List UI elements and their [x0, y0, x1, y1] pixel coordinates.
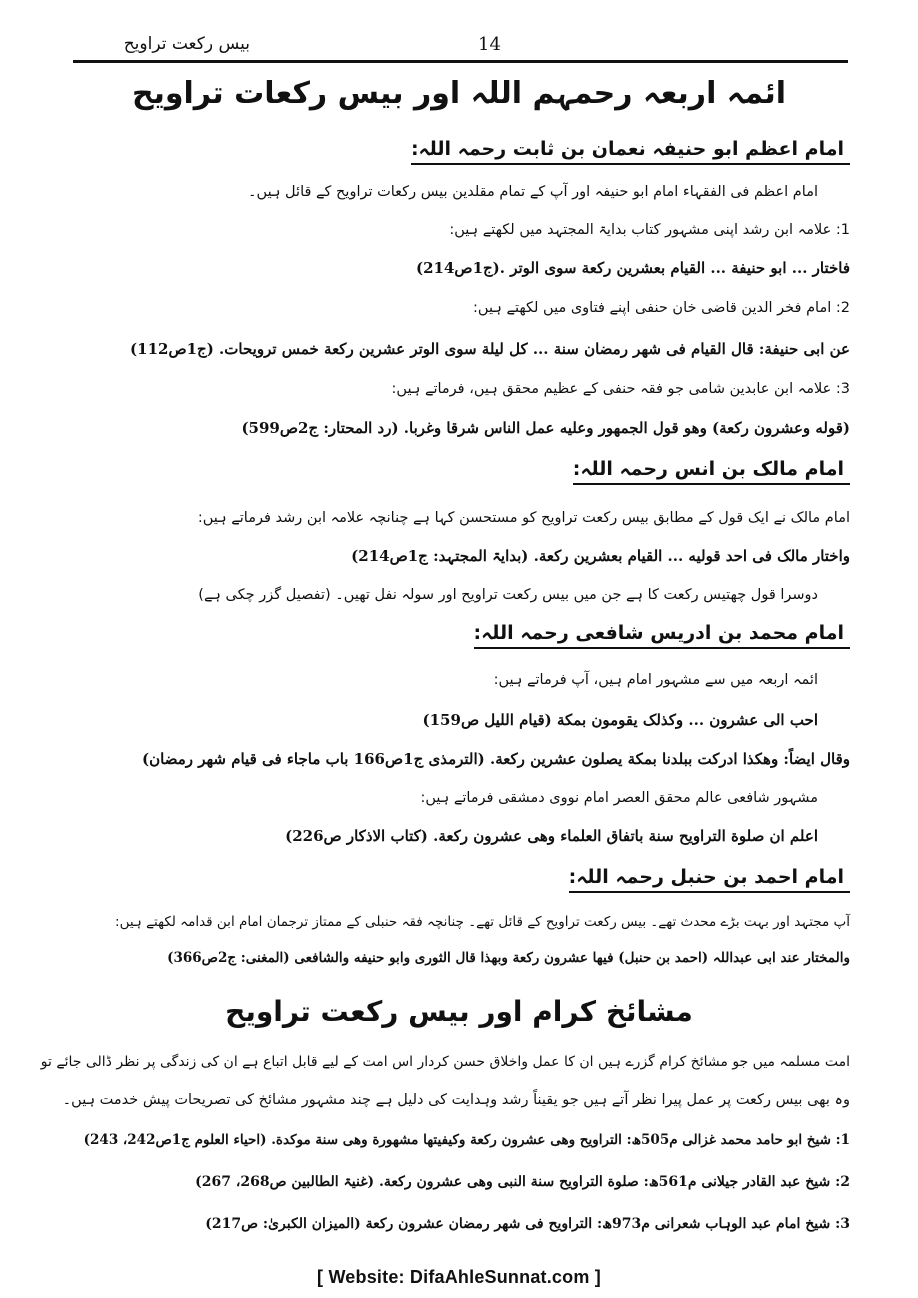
heading-abu-hanifa: امام اعظم ابو حنیفہ نعمان بن ثابت رحمہ اللہ:	[411, 138, 850, 165]
abu-hanifa-quote-1: فاختار ... ابو حنیفة ... القیام بعشرین رکعة سوی الوتر .(ج1ص214)	[416, 259, 850, 277]
mashaikh-intro-1: امت مسلمہ میں جو مشائخ کرام گزرے ہیں ان کا عمل واخلاق حسن کردار اس امت کے لیے قابل اتباع ہے ان کی زندگی پر نظر ڈالی جائے تو	[40, 1054, 850, 1070]
abu-hanifa-quote-3: (قوله وعشرون رکعة) وھو قول الجمھور وعلیه عمل الناس شرقا وغربا. (رد المحتار: ج2ص599)	[241, 419, 850, 437]
abu-hanifa-intro: امام اعظم فی الفقہاء امام ابو حنیفہ اور آپ کے تمام مقلدین بیس رکعات تراویح کے قائل ہیں۔	[248, 184, 818, 200]
heading-shafii: امام محمد بن ادریس شافعی رحمہ اللہ:	[474, 622, 850, 649]
page-title: ائمہ اربعہ رحمہم اللہ اور بیس رکعات تراویح	[131, 76, 787, 111]
shafii-quote-1: احب الی عشرون ... وکذلک یقومون بمکة (قیام اللیل ص159)	[422, 711, 818, 729]
shafii-intro-2: مشہور شافعی عالم محقق العصر امام نووی دمشقی فرماتے ہیں:	[420, 790, 818, 806]
heading-ahmad: امام احمد بن حنبل رحمہ اللہ:	[569, 866, 850, 893]
malik-quote: واختار مالک فی احد قولیه ... القیام بعشرین رکعة. (بدایۃ المجتہد: ج1ص214)	[351, 547, 850, 565]
abu-hanifa-quote-2: عن ابی حنیفة: قال القیام فی شھر رمضان سنة ... کل لیلة سوی الوتر عشرین رکعة خمس ترویحات. (ج1ص112)	[130, 340, 850, 358]
malik-note: دوسرا قول چھتیس رکعت کا ہے جن میں بیس رکعت تراویح اور سولہ نفل تھیں۔ (تفصیل گزر چکی ہے)	[198, 587, 818, 603]
website-footer: [ Website: DifaAhleSunnat.com ]	[317, 1267, 601, 1287]
malik-intro: امام مالک نے ایک قول کے مطابق بیس رکعت تراویح کو مستحسن کہا ہے چنانچہ علامہ ابن رشد فرماتے ہیں:	[197, 510, 850, 526]
heading-malik: امام مالک بن انس رحمہ اللہ:	[573, 458, 850, 485]
header-rule	[73, 60, 848, 63]
mashaikh-item-3: 3: شیخ امام عبد الوہاب شعرانی م973ھ: التراویح فی شھر رمضان عشرون رکعة (المیزان الکبریٰ: ص217)	[205, 1216, 850, 1232]
ahmad-quote: والمختار عند ابی عبداللہ (احمد بن حنبل) فیھا عشرون رکعة وبھذا قال الثوری وابو حنیفه والشافعی (المغنی: ج2ص366)	[167, 950, 850, 966]
abu-hanifa-item-1: 1: علامہ ابن رشد اپنی مشہور کتاب بدایۃ المجتہد میں لکھتے ہیں:	[449, 222, 850, 238]
abu-hanifa-item-2: 2: امام فخر الدین قاضی خان حنفی اپنے فتاوی میں لکھتے ہیں:	[473, 300, 850, 316]
shafii-quote-3: اعلم ان صلوة التراویح سنة باتفاق العلماء وھی عشرون رکعة. (کتاب الاذکار ص226)	[285, 827, 818, 845]
section-title-mashaikh: مشائخ کرام اور بیس رکعت تراویح	[225, 995, 693, 1028]
mashaikh-intro-2: وہ بھی بیس رکعت پر عمل پیرا نظر آتے ہیں جو یقیناً رشد وہدایت کی دلیل ہے چند مشہور مشائخ کی تصریحات پیش خدمت ہیں۔	[62, 1092, 850, 1108]
abu-hanifa-item-3: 3: علامہ ابن عابدین شامی جو فقہ حنفی کے عظیم محقق ہیں، فرماتے ہیں:	[391, 381, 850, 397]
shafii-quote-2: وقال ایضاً: وھکذا ادرکت ببلدنا بمکة یصلون عشرین رکعة. (الترمذی ج1ص166 باب ماجاء فی قیام شھر رمضان)	[142, 750, 850, 768]
mashaikh-item-2: 2: شیخ عبد القادر جیلانی م561ھ: صلوة التراویح سنة النبی وھی عشرون رکعة. (غنیۃ الطالبین ص268، 267)	[195, 1174, 850, 1190]
mashaikh-item-1: 1: شیخ ابو حامد محمد غزالی م505ھ: التراویح وھی عشرون رکعة وکیفیتھا مشھورة وھی سنة موکدة. (احیاء العلوم ج1ص242، 243)	[83, 1132, 850, 1148]
shafii-intro: ائمہ اربعہ میں سے مشہور امام ہیں، آپ فرماتے ہیں:	[493, 672, 818, 688]
running-title: بیس رکعت تراویح	[123, 34, 250, 54]
ahmad-intro: آپ مجتہد اور بہت بڑے محدث تھے۔ بیس رکعت تراویح کے قائل تھے۔ چنانچہ فقہ حنبلی کے ممتاز ترجمان امام ابن قدامہ لکھتے ہیں:	[115, 914, 850, 930]
page-number: 14	[478, 34, 501, 55]
